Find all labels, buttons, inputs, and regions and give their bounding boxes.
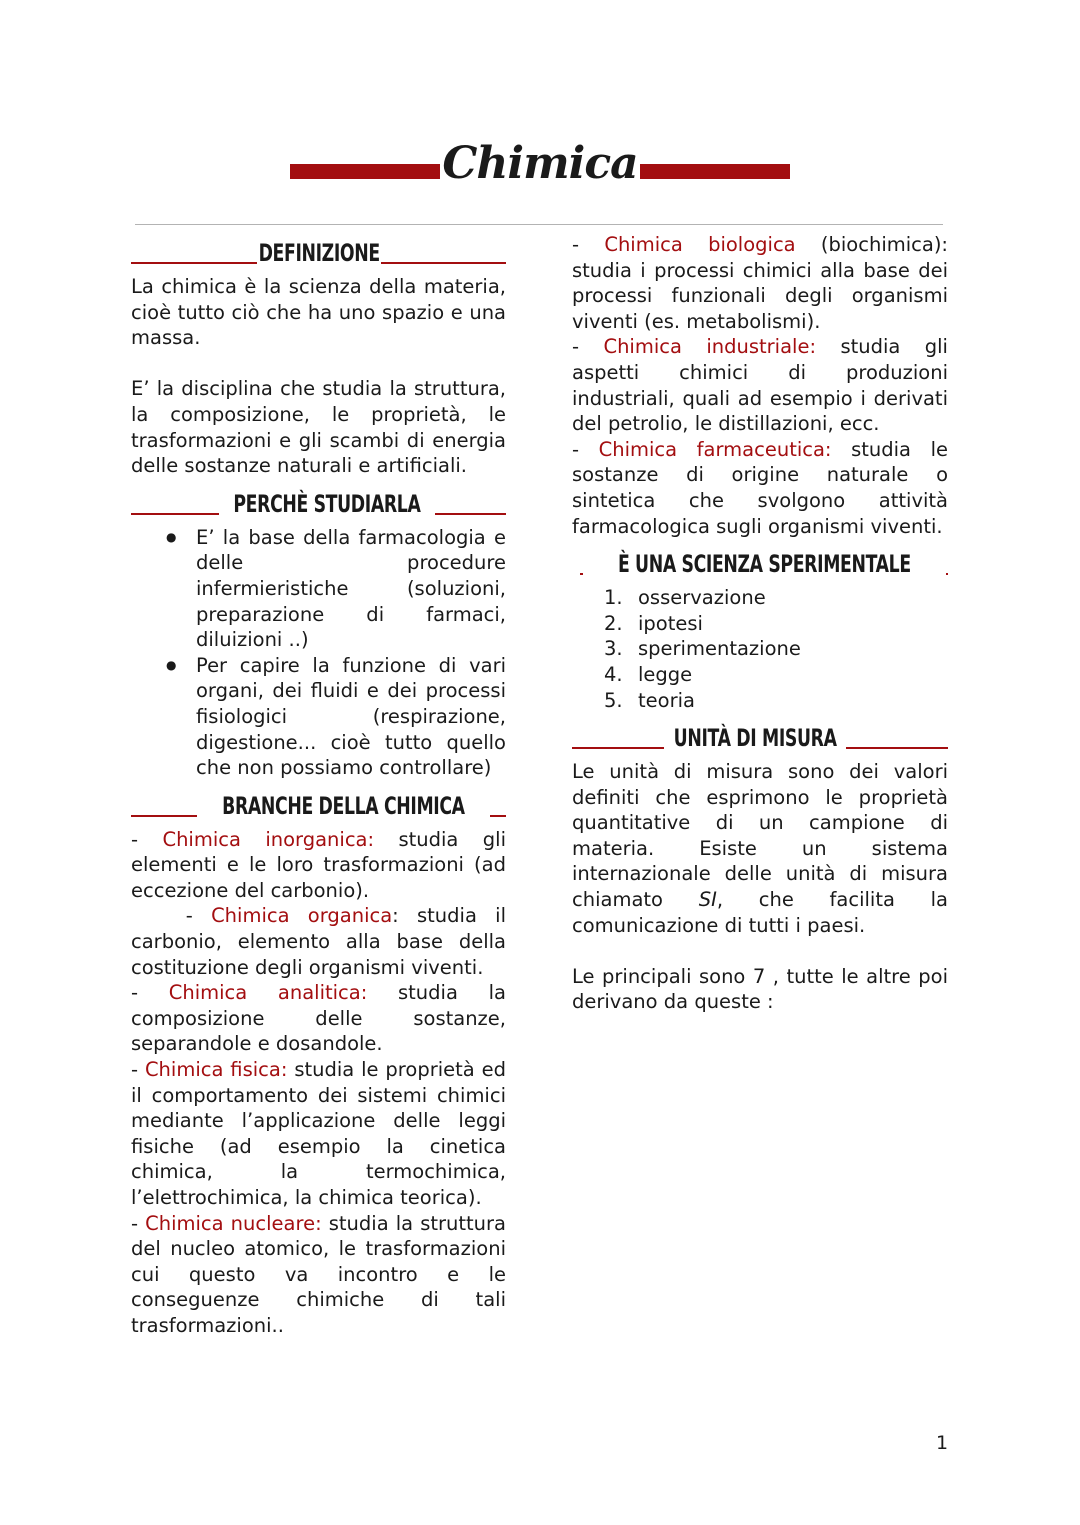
title-block	[290, 138, 790, 190]
branca-analitica: - Chimica analitica: studia la composizione delle sostanze, separandole e dosandole.	[131, 981, 506, 1056]
right-column	[572, 228, 948, 1015]
page-number: 1	[936, 1432, 949, 1454]
list-item: ● Per capire la funzione di vari organi, dei fluidi e dei processi fisiologici (respirazione, digestione... cioè tutto quello che non possiamo controllare)	[196, 653, 506, 781]
section-heading-branche: BRANCHE DELLA CHIMICA	[131, 787, 506, 821]
list-item: 3. sperimentazione	[604, 637, 801, 661]
branca-inorganica: - Chimica inorganica: studia gli elementi e le loro trasformazioni (ad eccezione del carbonio).	[131, 827, 506, 902]
left-column	[131, 228, 506, 1339]
list-item: ● E’ la base della farmacologia e delle procedure infermieristiche (soluzioni, preparazione di farmaci, diluizioni ..)	[196, 525, 506, 653]
page-title: Chimica	[442, 138, 638, 189]
misura-paragraph-2: Le principali sono 7 , tutte le altre poi derivano da queste :	[572, 964, 948, 1014]
list-item: 4. legge	[604, 662, 693, 686]
section-heading-definizione: DEFINIZIONE	[131, 234, 506, 268]
branca-organica: - Chimica organica: studia il carbonio, elemento alla base della costituzione degli organismi viventi.	[131, 904, 506, 979]
branca-industriale: - Chimica industriale: studia gli aspetti chimici di produzioni industriali, quali ad esempio i derivati del petrolio, le distillazioni, ecc.	[572, 335, 948, 436]
list-item: 1. osservazione	[604, 586, 766, 610]
section-heading-perche: PERCHÈ STUDIARLA	[131, 485, 506, 519]
horizontal-divider	[135, 224, 943, 225]
section-heading-misura: UNITÀ DI MISURA	[572, 719, 948, 753]
perche-list	[131, 525, 506, 781]
sperimentale-steps	[572, 585, 948, 713]
section-heading-sperimentale: È UNA SCIENZA SPERIMENTALE	[572, 545, 948, 579]
list-item: 5. teoria	[604, 688, 695, 712]
list-item: 2. ipotesi	[604, 611, 703, 635]
branca-farmaceutica: - Chimica farmaceutica: studia le sostanze di origine naturale o sintetica che svolgono attività farmacologica sugli organismi viventi.	[572, 437, 948, 538]
definizione-paragraph-2: E’ la disciplina che studia la struttura, la composizione, le proprietà, le trasformazioni e gli scambi di energia delle sostanze naturali e artificiali.	[131, 377, 506, 478]
definizione-paragraph-1: La chimica è la scienza della materia, cioè tutto ciò che ha uno spazio e una massa.	[131, 275, 506, 350]
branca-nucleare: - Chimica nucleare: studia la struttura del nucleo atomico, le trasformazioni cui questo va incontro e le conseguenze chimiche di tali trasformazioni..	[131, 1211, 506, 1337]
branca-biologica: - Chimica biologica (biochimica): studia i processi chimici alla base dei processi funzionali degli organismi viventi (es. metabolismi).	[572, 233, 948, 333]
misura-paragraph-1: Le unità di misura sono dei valori definiti che esprimono le proprietà quantitative di un campione di materia. Esiste un sistema internazionale delle unità di misura chiamato SI, che facilita la comunicazione di tutti i paesi.	[572, 760, 948, 937]
branca-fisica: - Chimica fisica: studia le proprietà ed il comportamento dei sistemi chimici mediante l’applicazione delle leggi fisiche (ad esempio la cinetica chimica, la termochimica, l’elettrochimica, la chimica teorica).	[131, 1058, 506, 1209]
